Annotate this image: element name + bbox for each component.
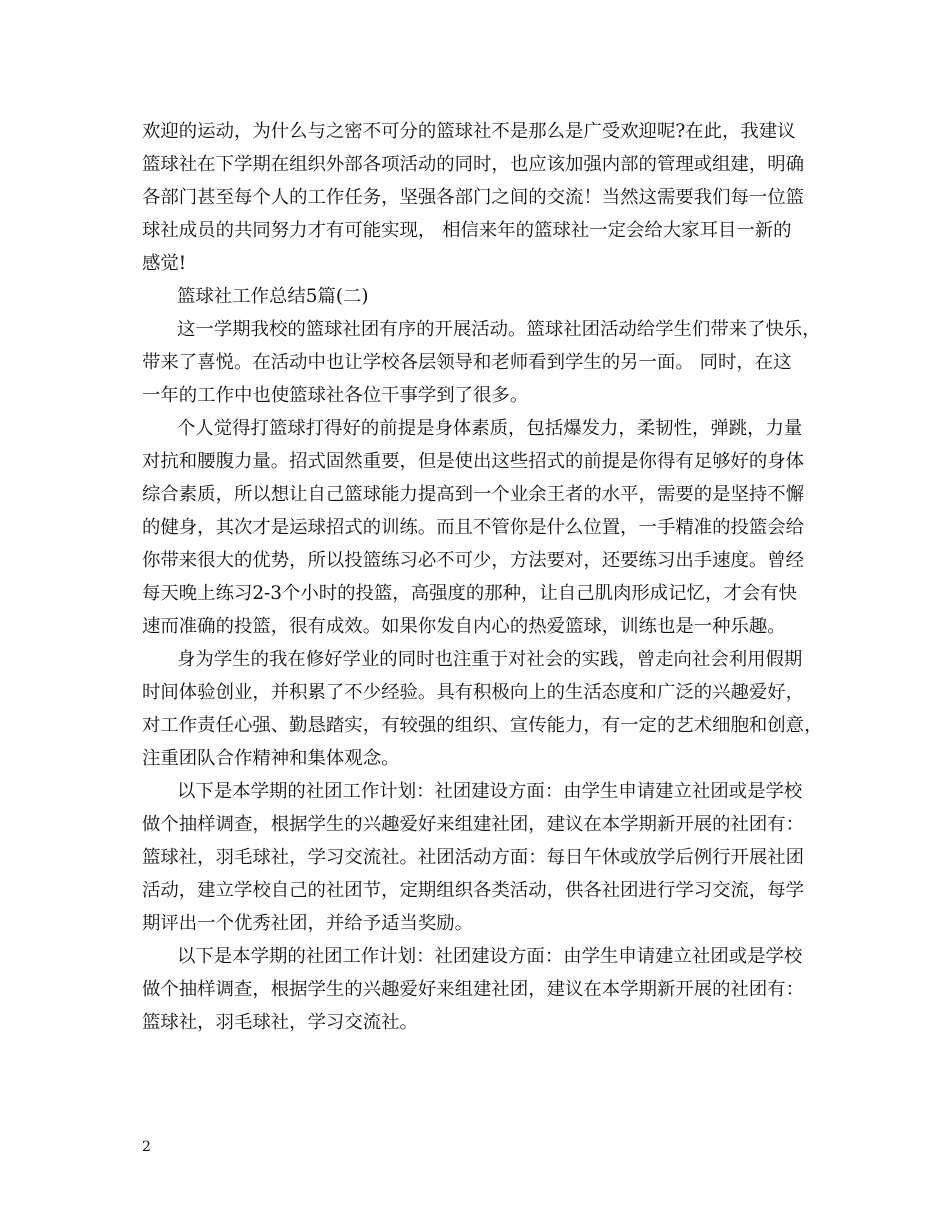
text-line: 篮球社，羽毛球社，学习交流社。社团活动方面：每日午休或放学后例行开展社团: [142, 847, 805, 868]
text-line: 活动，建立学校自己的社团节，定期组织各类活动，供各社团进行学习交流，每学: [142, 880, 805, 901]
text-line: 综合素质，所以想让自己篮球能力提高到一个业余王者的水平，需要的是坚持不懈: [142, 484, 805, 505]
text-line: 注重团队合作精神和集体观念。: [142, 748, 400, 769]
paragraph-start: 以下是本学期的社团工作计划：社团建设方面：由学生申请建立社团或是学校: [177, 946, 803, 967]
text-line: 欢迎的运动，为什么与之密不可分的篮球社不是那么是广受欢迎呢?在此，我建议: [142, 121, 796, 142]
text-line: 篮球社在下学期在组织外部各项活动的同时，也应该加强内部的管理或组建，明确: [142, 154, 805, 175]
text-line: 的健身，其次才是运球招式的训练。而且不管你是什么位置，一手精准的投篮会给: [142, 517, 805, 538]
text-line: 篮球社，羽毛球社，学习交流社。: [142, 1012, 418, 1033]
text-line: 各部门甚至每个人的工作任务，坚强各部门之间的交流！当然这需要我们每一位篮: [142, 187, 805, 208]
text-line: 一年的工作中也使篮球社各位干事学到了很多。: [142, 385, 529, 406]
text-line: 带来了喜悦。在活动中也让学校各层领导和老师看到学生的另一面。 同时，在这: [142, 352, 792, 373]
paragraph-start: 个人觉得打篮球打得好的前提是身体素质，包括爆发力，柔韧性，弹跳，力量: [177, 418, 803, 439]
text-line: 期评出一个优秀社团，并给予适当奖励。: [142, 913, 474, 934]
text-line: 做个抽样调查，根据学生的兴趣爱好来组建社团，建议在本学期新开展的社团有：: [142, 979, 805, 1000]
text-line: 时间体验创业，并积累了不少经验。具有积极向上的生活态度和广泛的兴趣爱好，: [142, 682, 805, 703]
text-line: 速而准确的投篮，很有成效。如果你发自内心的热爱篮球，训练也是一种乐趣。: [142, 616, 786, 637]
paragraph-start: 以下是本学期的社团工作计划：社团建设方面：由学生申请建立社团或是学校: [177, 781, 803, 802]
text-line: 每天晚上练习2-3个小时的投篮，高强度的那种，让自己肌肉形成记忆，才会有快: [142, 583, 797, 604]
text-line: 对抗和腰腹力量。招式固然重要，但是使出这些招式的前提是你得有足够好的身体: [142, 451, 805, 472]
page-number: 2: [142, 1139, 151, 1155]
text-line: 你带来很大的优势，所以投篮练习必不可少，方法要对，还要练习出手速度。曾经: [142, 550, 805, 571]
paragraph-start: 身为学生的我在修好学业的同时也注重于对社会的实践，曾走向社会利用假期: [177, 649, 803, 670]
text-line: 对工作责任心强、勤恳踏实，有较强的组织、宣传能力，有一定的艺术细胞和创意，: [142, 715, 823, 736]
section-heading: 篮球社工作总结5篇(二): [177, 286, 369, 307]
text-line: 感觉!: [142, 253, 187, 274]
text-line: 做个抽样调查，根据学生的兴趣爱好来组建社团，建议在本学期新开展的社团有：: [142, 814, 805, 835]
paragraph-start: 这一学期我校的篮球社团有序的开展活动。篮球社团活动给学生们带来了快乐，: [177, 319, 821, 340]
text-line: 球社成员的共同努力才有可能实现， 相信来年的篮球社一定会给大家耳目一新的: [142, 220, 792, 241]
